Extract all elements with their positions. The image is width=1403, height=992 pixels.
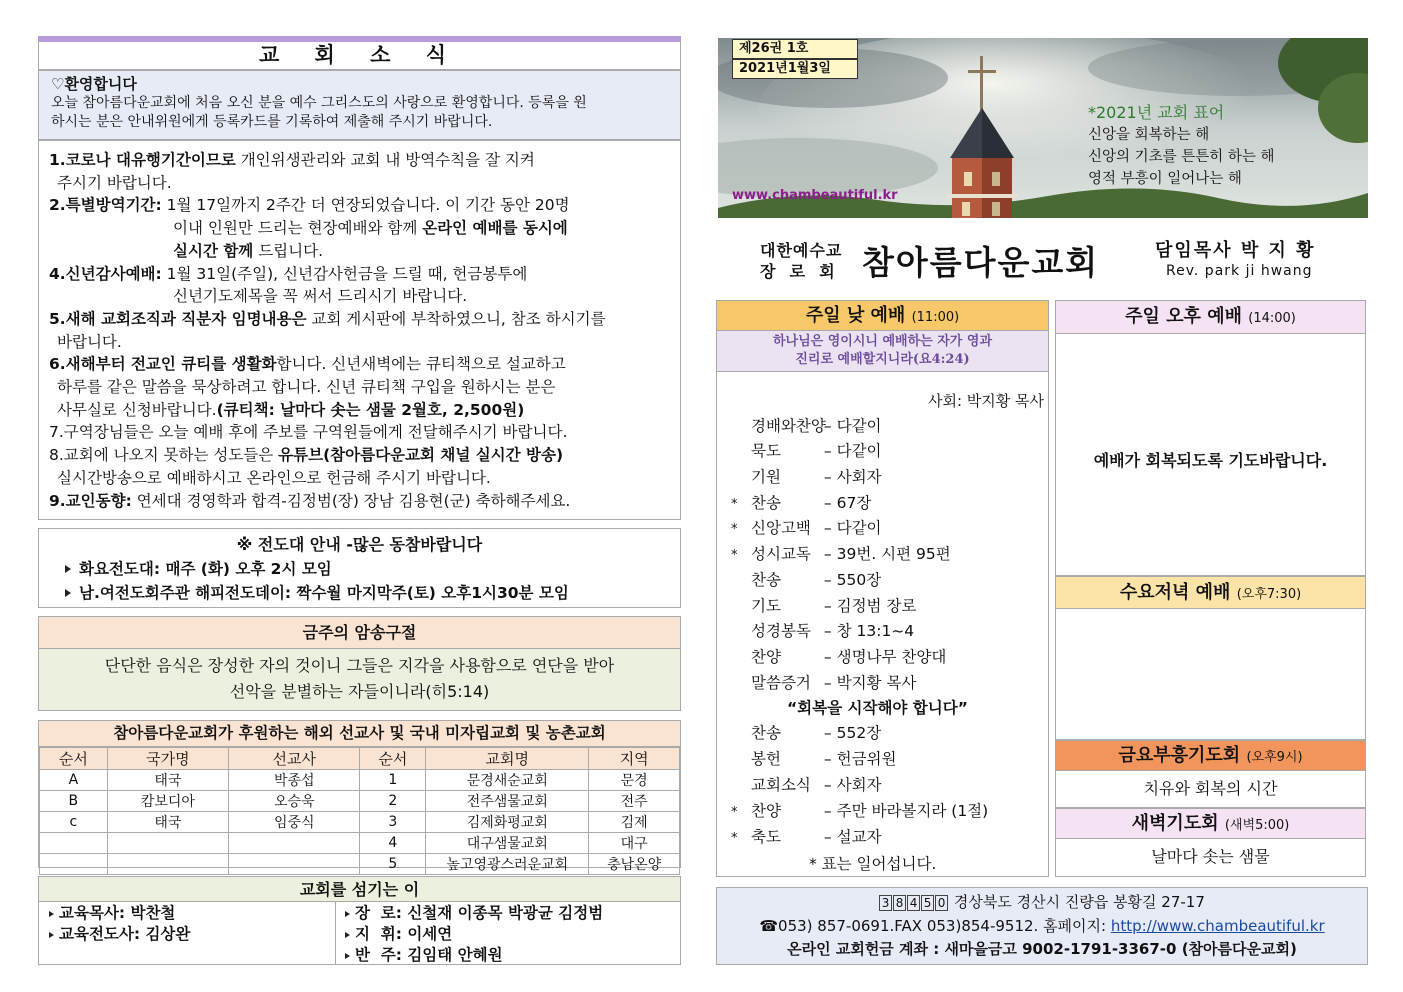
worship-order-item	[731, 645, 946, 669]
contact-line	[717, 915, 1367, 939]
motto-line: 신앙을 회복하는 해	[1088, 127, 1210, 143]
website-url: www.chambeautiful.kr	[732, 188, 898, 203]
evangelism-item: 화요전도대: 매주 (화) 오후 2시 모임	[51, 557, 668, 581]
denomination-line: 장 로 회	[760, 262, 836, 281]
church-name: 참아름다운교회	[862, 243, 1100, 282]
dawn-prayer-body: 날마다 솟는 샘물	[1055, 839, 1366, 877]
worship-order-name: 찬송	[751, 571, 781, 589]
worship-order-name: 성경봉독	[751, 622, 811, 640]
worship-order-item	[731, 671, 916, 695]
friday-prayer-body: 치유와 회복의 시간	[1055, 771, 1366, 808]
evangelism-item: 남.여전도회주관 해피전도데이: 짝수월 마지막주(토) 오후1시30분 모임	[51, 581, 668, 605]
dawn-prayer-title	[1055, 808, 1366, 839]
presider: 사회: 박지황 목사	[927, 392, 1044, 410]
mission-cell: 태국	[107, 812, 228, 833]
worship-order-name: 교회소식	[751, 776, 811, 794]
mission-title: 참아름다운교회가 후원하는 해외 선교사 및 국내 미자립교회 및 농촌교회	[39, 721, 680, 747]
welcome-box	[38, 70, 681, 140]
sunday-verse-line: 하나님은 영이시니 예배하는 자가 영과	[772, 334, 993, 349]
notice-item-2-cont: 이내 인원만 드리는 현장예배와 함께 온라인 예배를 동시에	[173, 219, 568, 238]
mission-cell	[107, 854, 228, 875]
worship-order-detail: – 헌금위원	[819, 750, 897, 768]
mission-cell: 높고영광스러운교회	[426, 854, 589, 875]
mission-cell: 문경	[589, 770, 680, 791]
welcome-title: ♡환영합니다	[51, 75, 137, 93]
mission-cell: B	[40, 791, 108, 812]
notice-item-5-cont: 바랍니다.	[57, 332, 122, 351]
mission-cell: 김제	[589, 812, 680, 833]
motto-line: 영적 부흥이 일어나는 해	[1088, 171, 1242, 187]
worship-order-name: 찬양	[751, 802, 781, 820]
mission-table-row	[40, 833, 680, 854]
sunday-verse-line: 진리로 예배할지니라(요4:24)	[795, 352, 970, 367]
worship-order-item	[731, 594, 916, 618]
sunday-verse	[716, 331, 1049, 372]
pastor-name-english: Rev. park ji hwang	[1166, 263, 1313, 279]
staff-right-column	[345, 903, 603, 966]
staff-item: 교육목사: 박찬철	[49, 903, 190, 924]
sermon-title: “회복을 시작해야 합니다”	[787, 699, 968, 717]
worship-order-detail: – 552장	[819, 724, 882, 742]
staff-left-column	[49, 903, 190, 945]
memory-verse-box	[38, 649, 681, 711]
address-box	[716, 887, 1368, 965]
zip-digit: 3	[879, 895, 892, 911]
worship-order-detail: – 창 13:1~4	[819, 622, 915, 640]
worship-order-detail: – 김정범 장로	[819, 597, 917, 615]
mission-cell: 4	[360, 833, 426, 854]
worship-order-detail: – 생명나무 찬양대	[819, 648, 947, 666]
standing-star: *	[731, 805, 738, 820]
notice-list	[38, 140, 681, 520]
worship-order-name: 봉헌	[751, 750, 781, 768]
notice-item-1-cont: 주시기 바랍니다.	[57, 173, 172, 192]
notice-item-6-cont: 하루를 같은 말씀을 묵상하려고 합니다. 신년 큐티책 구입을 원하시는 분은	[57, 378, 556, 397]
mission-header-cell: 교회명	[426, 748, 589, 770]
bullet-triangle-icon	[345, 932, 350, 938]
notice-item-7: 7.구역장님들은 오늘 예배 후에 주보를 구역원들에게 전달해주시기 바랍니다.	[49, 423, 568, 442]
bullet-triangle-icon	[49, 932, 54, 938]
notice-item-2-cont: 실시간 함께 드립니다.	[173, 241, 324, 260]
worship-order-item	[731, 465, 882, 489]
worship-order-name: 찬송	[751, 494, 781, 512]
staff-item: 장 로: 신철재 이종목 박광균 김정범	[345, 903, 603, 924]
volume-label: 제26권 1호	[732, 39, 858, 59]
notice-item-5: 5.새해 교회조직과 직분자 임명내용은 교회 게시판에 부착하였으니, 참조 하시기를	[49, 309, 606, 328]
notice-item-4: 4.신년감사예배: 1월 31일(주일), 신년감사헌금을 드릴 때, 헌금봉투에	[49, 264, 528, 283]
evangelism-box	[38, 528, 681, 608]
header-image	[718, 38, 1368, 218]
dawn-prayer-label: 새벽기도회	[1131, 813, 1219, 834]
zip-digit: 0	[935, 895, 948, 911]
worship-order-detail: – 550장	[819, 571, 882, 589]
standing-star: *	[731, 522, 738, 537]
staff-title: 교회를 섬기는 이	[38, 876, 681, 902]
worship-order-detail: – 사회자	[819, 468, 882, 486]
mission-header-cell: 지역	[589, 748, 680, 770]
street-address: 경상북도 경산시 진량읍 봉황길 27-17	[949, 893, 1205, 911]
mission-table-row	[40, 854, 680, 875]
sunday-worship-title	[716, 300, 1049, 331]
mission-cell: 1	[360, 770, 426, 791]
mission-header-cell: 순서	[360, 748, 426, 770]
address-line	[717, 891, 1367, 915]
worship-order-name: 경배와찬양	[751, 417, 826, 435]
mission-cell: 캄보디아	[107, 791, 228, 812]
bullet-triangle-icon	[345, 953, 350, 959]
notice-item-8-cont: 실시간방송으로 예배하시고 온라인으로 헌금해 주시기 바랍니다.	[57, 468, 491, 487]
worship-order	[716, 372, 1049, 877]
news-title: 교 회 소 식	[38, 36, 681, 70]
afternoon-worship-title	[1055, 300, 1366, 334]
worship-order-name: 기도	[751, 597, 781, 615]
denomination	[760, 240, 842, 282]
mission-table	[39, 747, 680, 875]
worship-order-name: 찬양	[751, 648, 781, 666]
staff-divider	[335, 902, 336, 964]
notice-item-9: 9.교인동향: 연세대 경영학과 합격-김정범(장) 장남 김용현(군) 축하해주세요.	[49, 491, 571, 510]
mission-table-header	[40, 748, 680, 770]
mission-cell: A	[40, 770, 108, 791]
welcome-line: 오늘 참아름다운교회에 처음 오신 분을 예수 그리스도의 사랑으로 환영합니다. 등록을 원	[51, 95, 587, 111]
dawn-prayer-time: (새벽5:00)	[1224, 818, 1290, 833]
mission-cell: 대구샘물교회	[426, 833, 589, 854]
worship-order-item	[731, 568, 881, 592]
afternoon-worship-time: (14:00)	[1248, 311, 1296, 326]
mission-cell: 임중식	[229, 812, 360, 833]
mission-cell: 전주샘물교회	[426, 791, 589, 812]
zip-digit: 8	[893, 895, 906, 911]
worship-order-item	[731, 516, 882, 540]
friday-prayer-label: 금요부흥기도회	[1118, 745, 1241, 766]
worship-order-item	[731, 747, 897, 771]
worship-order-detail: – 다같이	[819, 417, 882, 435]
staff-item: 교육전도사: 김상완	[49, 924, 190, 945]
notice-item-6-cont: 사무실로 신청바랍니다.(큐티책: 날마다 솟는 샘물 2월호, 2,500원)	[57, 400, 525, 419]
mission-cell: 3	[360, 812, 426, 833]
worship-order-item	[731, 799, 988, 823]
worship-order-name: 축도	[751, 828, 781, 846]
memory-verse-title: 금주의 암송구절	[38, 616, 681, 649]
worship-order-item	[731, 439, 882, 463]
standing-star: *	[731, 497, 738, 512]
wednesday-worship-label: 수요저녁 예배	[1119, 582, 1231, 603]
friday-prayer-title	[1055, 740, 1366, 771]
wednesday-worship-time: (오후7:30)	[1236, 587, 1302, 602]
worship-order-detail: – 사회자	[819, 776, 882, 794]
notice-item-6: 6.새해부터 전교인 큐티를 생활화합니다. 신년새벽에는 큐티책으로 설교하고	[49, 355, 566, 374]
staff-item: 지 휘: 이세연	[345, 924, 603, 945]
zip-digit: 4	[907, 895, 920, 911]
standing-star: *	[731, 831, 738, 846]
mission-cell: 대구	[589, 833, 680, 854]
notice-item-2: 2.특별방역기간: 1월 17일까지 2주간 더 연장되었습니다. 이 기간 동안 20명	[49, 196, 570, 215]
worship-order-name: 기원	[751, 468, 781, 486]
worship-order-name: 찬송	[751, 724, 781, 742]
staff-item: 반 주: 김임태 안혜원	[345, 945, 603, 966]
afternoon-worship-body: 예배가 회복되도록 기도바랍니다.	[1055, 334, 1366, 576]
mission-cell: 전주	[589, 791, 680, 812]
motto-line: 신앙의 기초를 튼튼히 하는 해	[1088, 149, 1275, 165]
mission-cell: 김제화평교회	[426, 812, 589, 833]
bullet-triangle-icon	[65, 565, 71, 573]
mission-cell	[229, 854, 360, 875]
worship-order-name: 말씀증거	[751, 674, 811, 692]
evangelism-title: ※ 전도대 안내 -많은 동참바랍니다	[236, 535, 483, 554]
worship-order-item	[731, 773, 882, 797]
zip-code	[879, 893, 949, 911]
bullet-triangle-icon	[65, 589, 71, 597]
worship-order-detail: – 주만 바라볼지라 (1절)	[819, 802, 989, 820]
worship-order-item	[731, 414, 882, 438]
standing-footnote: * 표는 일어섭니다.	[809, 855, 937, 873]
mission-cell: 2	[360, 791, 426, 812]
mission-cell: 태국	[107, 770, 228, 791]
worship-order-name: 묵도	[751, 442, 781, 460]
afternoon-worship-label: 주일 오후 예배	[1125, 306, 1242, 327]
phone-fax: ☎053) 857-0691.FAX 053)854-9512. 홈페이지:	[759, 916, 1111, 935]
mission-table-row	[40, 770, 680, 791]
issue-date: 2021년1월3일	[732, 59, 858, 79]
mission-cell	[229, 833, 360, 854]
worship-order-item	[731, 825, 882, 849]
zip-digit: 5	[921, 895, 934, 911]
worship-order-item	[731, 619, 914, 643]
mission-cell: c	[40, 812, 108, 833]
worship-order-detail: – 다같이	[819, 442, 882, 460]
mission-cell: 충남온양	[589, 854, 680, 875]
wednesday-worship-body	[1055, 609, 1366, 740]
friday-prayer-time: (오후9시)	[1246, 750, 1303, 765]
mission-cell: 문경새순교회	[426, 770, 589, 791]
mission-header-cell: 국가명	[107, 748, 228, 770]
homepage-link[interactable]: http://www.chambeautiful.kr	[1110, 916, 1325, 935]
mission-cell: 오승욱	[229, 791, 360, 812]
bullet-triangle-icon	[49, 911, 54, 917]
mission-cell	[107, 833, 228, 854]
worship-order-item	[731, 721, 881, 745]
staff-box	[38, 902, 681, 965]
notice-item-8: 8.교회에 나오지 못하는 성도들은 유튜브(참아름다운교회 채널 실시간 방송)	[49, 446, 564, 465]
notice-item-4-cont: 신년기도제목을 꼭 써서 드리시기 바랍니다.	[173, 287, 468, 306]
mission-cell	[40, 833, 108, 854]
mission-header-cell: 선교사	[229, 748, 360, 770]
bullet-triangle-icon	[345, 911, 350, 917]
memory-verse-line: 선악을 분별하는 자들이니라(히5:14)	[229, 682, 490, 701]
worship-order-name: 성시교독	[751, 545, 811, 563]
mission-cell	[40, 854, 108, 875]
worship-order-name: 신앙고백	[751, 519, 811, 537]
sunday-worship-label: 주일 낮 예배	[805, 305, 906, 326]
standing-star: *	[731, 548, 738, 563]
church-motto	[1088, 102, 1275, 190]
sunday-worship-time: (11:00)	[911, 310, 960, 325]
motto-title: *2021년 교회 표어	[1088, 103, 1225, 122]
worship-order-detail: – 설교자	[819, 828, 882, 846]
mission-cell: 5	[360, 854, 426, 875]
pastor-name: 담임목사 박 지 황	[1155, 240, 1316, 261]
mission-header-cell: 순서	[40, 748, 108, 770]
mission-table-row	[40, 812, 680, 833]
worship-order-detail: – 67장	[819, 494, 872, 512]
worship-order-item	[731, 542, 951, 566]
mission-cell: 박종섭	[229, 770, 360, 791]
offering-account: 온라인 교회헌금 계좌 : 새마을금고 9002-1791-3367-0 (참아름다운교회)	[787, 940, 1297, 958]
memory-verse-line: 단단한 음식은 장성한 자의 것이니 그들은 지각을 사용함으로 연단을 받아	[104, 656, 615, 675]
worship-order-detail: – 박지황 목사	[819, 674, 917, 692]
worship-order-item	[731, 491, 871, 515]
denomination-line: 대한예수교	[760, 241, 843, 260]
wednesday-worship-title	[1055, 576, 1366, 609]
mission-table-row	[40, 791, 680, 812]
worship-order-detail: – 39번. 시편 95편	[819, 545, 951, 563]
notice-item-1: 1.코로나 대유행기간이므로 개인위생관리와 교회 내 방역수칙을 잘 지켜	[49, 151, 535, 169]
welcome-line: 하시는 분은 안내위원에게 등록카드를 기록하여 제출해 주시기 바랍니다.	[51, 114, 493, 130]
mission-table-box	[38, 720, 681, 873]
worship-order-detail: – 다같이	[819, 519, 882, 537]
